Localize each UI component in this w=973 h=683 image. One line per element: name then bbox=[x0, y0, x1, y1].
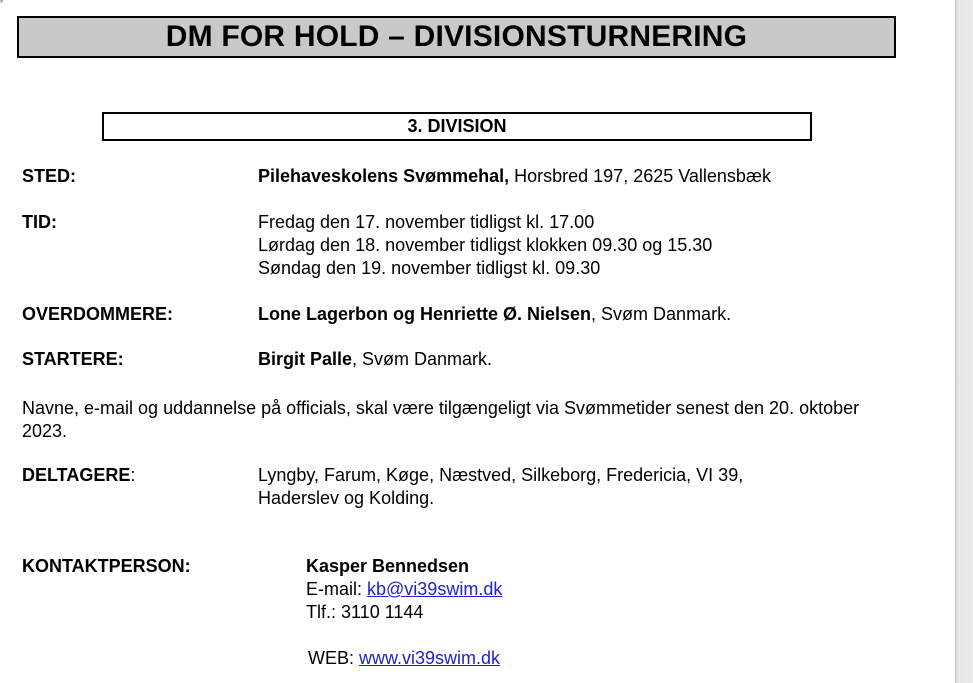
startere-org: , Svøm Danmark. bbox=[352, 349, 493, 369]
overdommere-names: Lone Lagerbon og Henriette Ø. Nielsen bbox=[258, 304, 592, 324]
startere-label: STARTERE: bbox=[22, 349, 124, 369]
title-banner bbox=[17, 16, 896, 58]
officials-note: Navne, e-mail og uddannelse på officials, skal være tilgængeligt via Svømmetider senest den 20. oktober 2023. bbox=[22, 398, 860, 441]
division-title: 3. DIVISION bbox=[407, 116, 507, 136]
web-label: WEB: bbox=[308, 648, 360, 668]
kontakt-name: Kasper Bennedsen bbox=[306, 556, 470, 576]
overdommere-label: OVERDOMMERE: bbox=[22, 304, 174, 324]
kontakt-email-line bbox=[306, 578, 502, 601]
tid-line-1: Fredag den 17. november tidligst kl. 17.00 bbox=[258, 212, 595, 232]
kontakt-web-line bbox=[308, 647, 500, 670]
startere-names: Birgit Palle bbox=[258, 349, 353, 369]
email-label: E-mail: bbox=[306, 579, 368, 599]
tid-label: TID: bbox=[22, 212, 57, 232]
overdommere-value bbox=[258, 303, 731, 326]
deltagere-line-1: Lyngby, Farum, Køge, Næstved, Silkeborg, Fredericia, VI 39, bbox=[258, 465, 744, 485]
overdommere-org: , Svøm Danmark. bbox=[591, 304, 732, 324]
email-link[interactable]: kb@vi39swim.dk bbox=[367, 579, 503, 599]
kontakt-phone: Tlf.: 3110 1144 bbox=[306, 602, 424, 622]
page-edge-shadow bbox=[955, 0, 973, 683]
deltagere-label bbox=[22, 464, 135, 487]
deltagere-line-2: Haderslev og Kolding. bbox=[258, 488, 435, 508]
tid-line-2: Lørdag den 18. november tidligst klokken 09.30 og 15.30 bbox=[258, 235, 713, 255]
sted-label: STED: bbox=[22, 166, 76, 186]
division-banner bbox=[102, 112, 812, 141]
web-link[interactable]: www.vi39swim.dk bbox=[359, 648, 501, 668]
sted-address: Horsbred 197, 2625 Vallensbæk bbox=[509, 166, 771, 186]
corner-mark: ° bbox=[0, 0, 4, 8]
startere-value bbox=[258, 348, 492, 371]
sted-value bbox=[258, 165, 771, 188]
deltagere-colon: : bbox=[130, 465, 136, 485]
tid-line-3: Søndag den 19. november tidligst kl. 09.30 bbox=[258, 258, 601, 278]
deltagere-label-text: DELTAGERE bbox=[22, 465, 131, 485]
kontakt-label: KONTAKTPERSON: bbox=[22, 556, 191, 576]
page-title: DM FOR HOLD – DIVISIONSTURNERING bbox=[165, 20, 748, 53]
sted-venue: Pilehaveskolens Svømmehal, bbox=[258, 166, 510, 186]
